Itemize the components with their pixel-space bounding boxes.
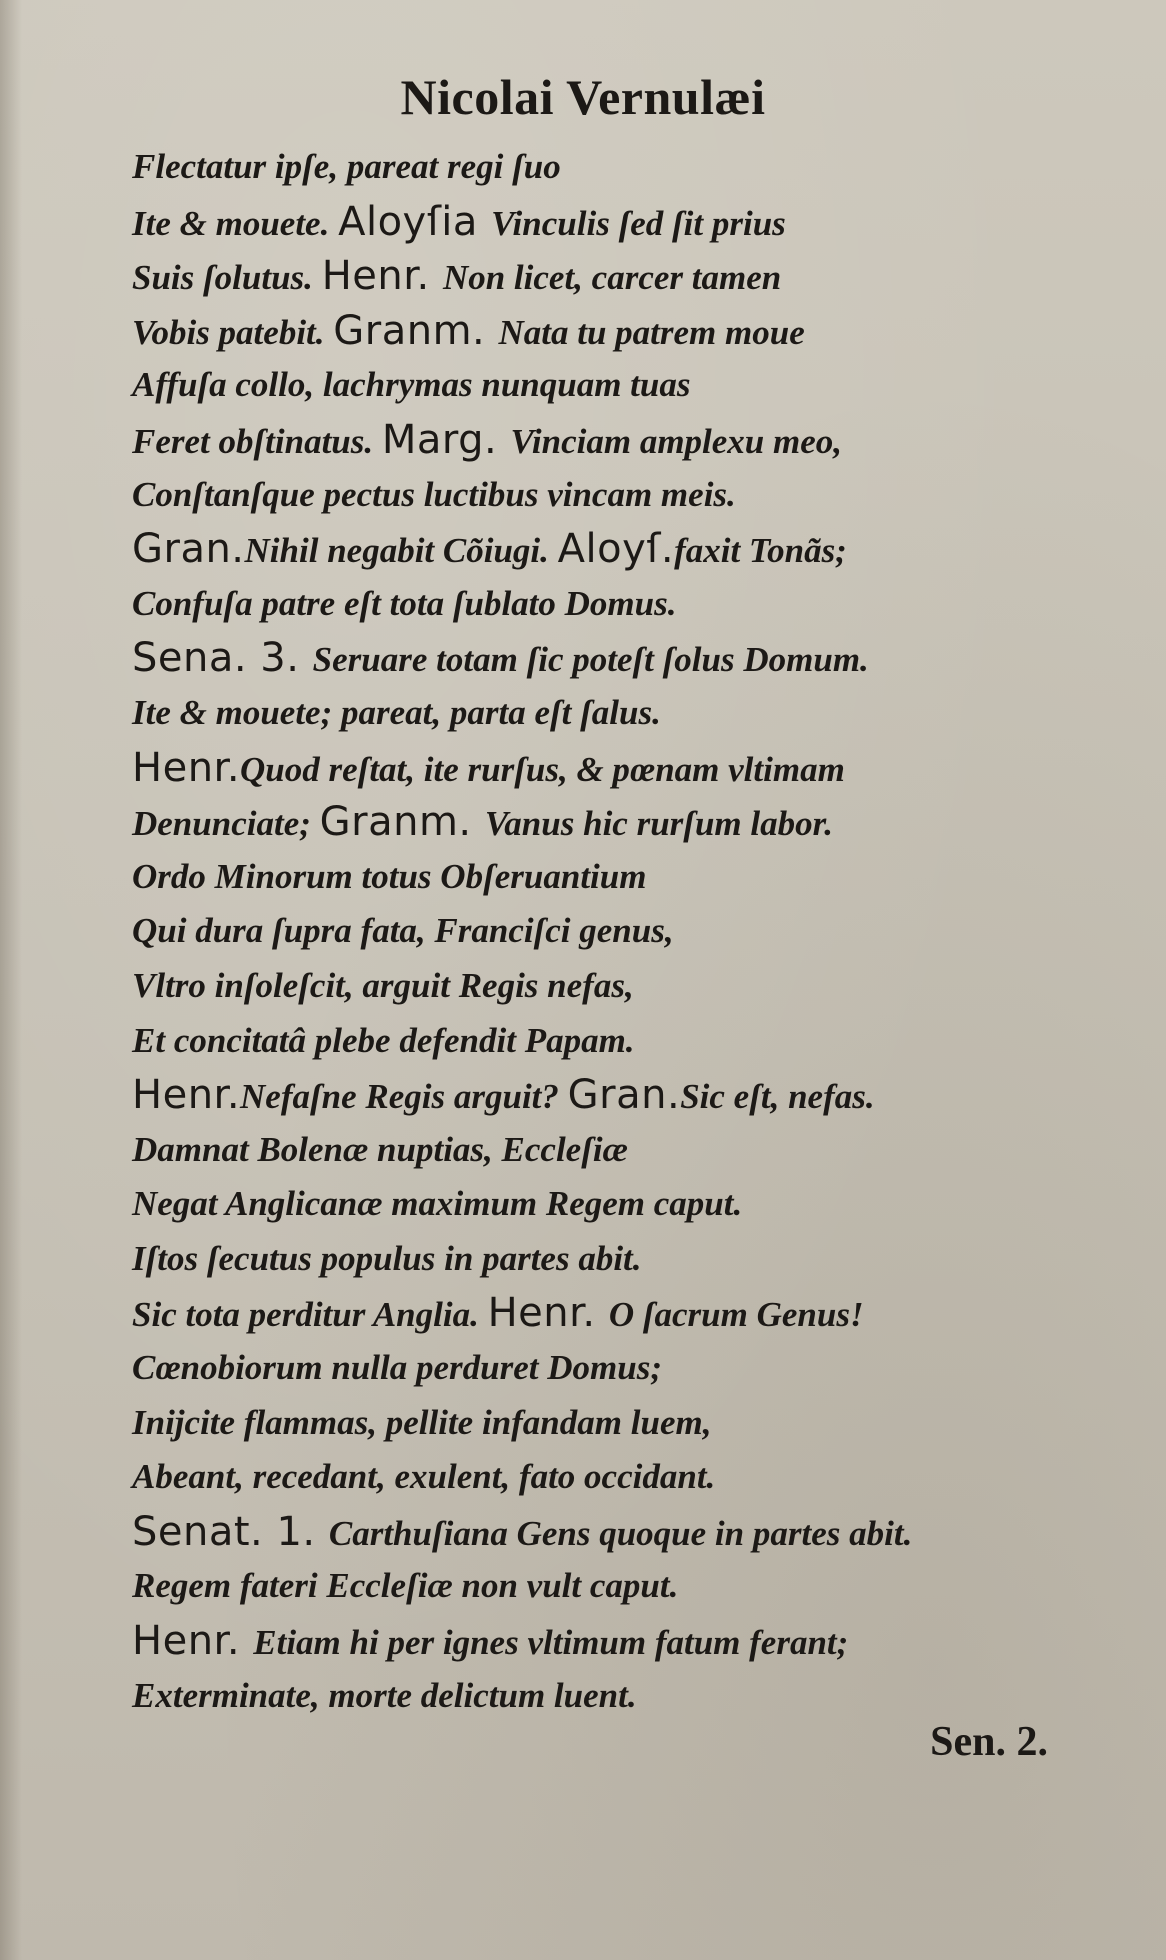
verse-segment: Qui dura ſupra fata, Franciſci genus,	[132, 911, 674, 951]
verse-line	[132, 140, 1082, 195]
verse-line	[132, 959, 1082, 1014]
speaker-name: Henr.	[487, 1290, 609, 1337]
verse-segment: Nihil negabit Cõiugi.	[244, 531, 558, 571]
verse-segment: Nefaſne Regis arguit?	[240, 1077, 568, 1117]
verse-segment: Ite & mouete.	[132, 203, 339, 243]
verse-line	[132, 1450, 1082, 1505]
verse-segment: Feret obſtinatus.	[132, 421, 382, 461]
speaker-name: Gran.	[567, 1072, 681, 1119]
verse-line	[132, 522, 1082, 577]
speaker-name: Henr.	[132, 1618, 254, 1665]
verse-segment: Vinciam amplexu meo,	[510, 421, 843, 461]
verse-line	[132, 1669, 1082, 1724]
speaker-name: Granm.	[333, 307, 499, 354]
verse-line	[132, 195, 1082, 250]
verse-line	[132, 358, 1082, 413]
speaker-name: Gran.	[132, 526, 245, 573]
verse-segment: Denunciate;	[132, 804, 320, 844]
verse-segment: Et concitatâ plebe defendit Papam.	[132, 1020, 635, 1060]
verse-segment: Suis ſolutus.	[132, 258, 322, 298]
verse-segment: Carthuſiana Gens quoque in partes abit.	[328, 1513, 913, 1553]
verse-segment: Flectatur ipſe, pareat regi ſuo	[132, 147, 561, 186]
verse-segment: Exterminate, morte delictum luent.	[132, 1675, 637, 1715]
verse-segment: Abeant, recedant, exulent, fato occidant.	[132, 1457, 716, 1497]
verse-line	[132, 631, 1082, 686]
verse-segment: Sic tota perditur Anglia.	[132, 1295, 488, 1335]
catchword: Sen. 2.	[930, 1719, 1048, 1765]
speaker-name: Henr.	[132, 1072, 241, 1119]
verse-line	[132, 1177, 1082, 1232]
verse-line	[132, 413, 1082, 468]
verse-segment: Quod reſtat, ite rurſus, & pœnam vltimam	[240, 749, 845, 789]
verse-segment: faxit Tonãs;	[674, 531, 847, 571]
verse-line	[132, 850, 1082, 905]
speaker-name: Henr.	[132, 744, 241, 791]
speaker-name: Marg.	[381, 416, 511, 463]
verse-line	[132, 1286, 1082, 1341]
verse-line	[132, 577, 1082, 632]
verse-line	[132, 304, 1082, 359]
verse-segment: Nata tu patrem moue	[498, 312, 805, 352]
verse-text	[132, 140, 1082, 1723]
verse-segment: Iſtos ſecutus populus in partes abit.	[132, 1238, 642, 1278]
verse-segment: Regem fateri Eccleſiæ non vult caput.	[132, 1566, 679, 1606]
verse-segment: Confuſa patre eſt tota ſublato Domus.	[132, 583, 677, 623]
verse-line	[132, 795, 1082, 850]
speaker-name: Aloyſ.	[557, 526, 675, 573]
verse-segment: Vanus hic rurſum labor.	[484, 804, 834, 844]
verse-segment: O ſacrum Genus!	[608, 1295, 864, 1335]
verse-segment: Seruare totam ſic poteſt ſolus Domum.	[312, 640, 869, 680]
verse-segment: Damnat Bolenæ nuptias, Eccleſiæ	[132, 1129, 628, 1169]
verse-segment: Ite & mouete; pareat, parta eſt ſalus.	[132, 692, 661, 732]
speaker-name: Senat. 1.	[132, 1508, 329, 1555]
speaker-name: Henr.	[321, 253, 443, 300]
speaker-name: Aloyſia	[338, 198, 492, 245]
verse-segment: Ordo Minorum totus Obſeruantium	[132, 856, 647, 896]
verse-segment: Cœnobiorum nulla perduret Domus;	[132, 1348, 662, 1388]
verse-segment: Sic eſt, nefas.	[680, 1077, 875, 1117]
verse-line	[132, 904, 1082, 959]
verse-line	[132, 1014, 1082, 1069]
verse-line	[132, 1341, 1082, 1396]
verse-line	[132, 249, 1082, 304]
running-header: Nicolai Vernulæi	[400, 69, 766, 125]
verse-segment: Vltro inſoleſcit, arguit Regis nefas,	[132, 965, 634, 1005]
verse-segment: Conſtanſque pectus luctibus vincam meis.	[132, 474, 736, 514]
verse-segment: Non licet, carcer tamen	[442, 258, 782, 298]
speaker-name: Granm.	[319, 799, 485, 846]
verse-line	[132, 1505, 1082, 1560]
verse-segment: Vinculis ſed ſit prius	[491, 203, 786, 243]
verse-segment: Vobis patebit.	[132, 312, 334, 352]
verse-segment: Affuſa collo, lachrymas nunquam tuas	[132, 365, 691, 405]
verse-line	[132, 1232, 1082, 1287]
verse-line	[132, 1614, 1082, 1669]
verse-segment: Inijcite flammas, pellite infandam luem,	[132, 1402, 712, 1442]
verse-line	[132, 1396, 1082, 1451]
verse-line	[132, 1123, 1082, 1178]
verse-line	[132, 741, 1082, 796]
verse-line	[132, 686, 1082, 741]
verse-segment: Negat Anglicanæ maximum Regem caput.	[132, 1184, 743, 1224]
verse-segment: Etiam hi per ignes vltimum fatum ferant;	[253, 1623, 849, 1663]
verse-line	[132, 1068, 1082, 1123]
verse-line	[132, 1559, 1082, 1614]
verse-line	[132, 468, 1082, 523]
speaker-name: Sena. 3.	[132, 635, 313, 682]
